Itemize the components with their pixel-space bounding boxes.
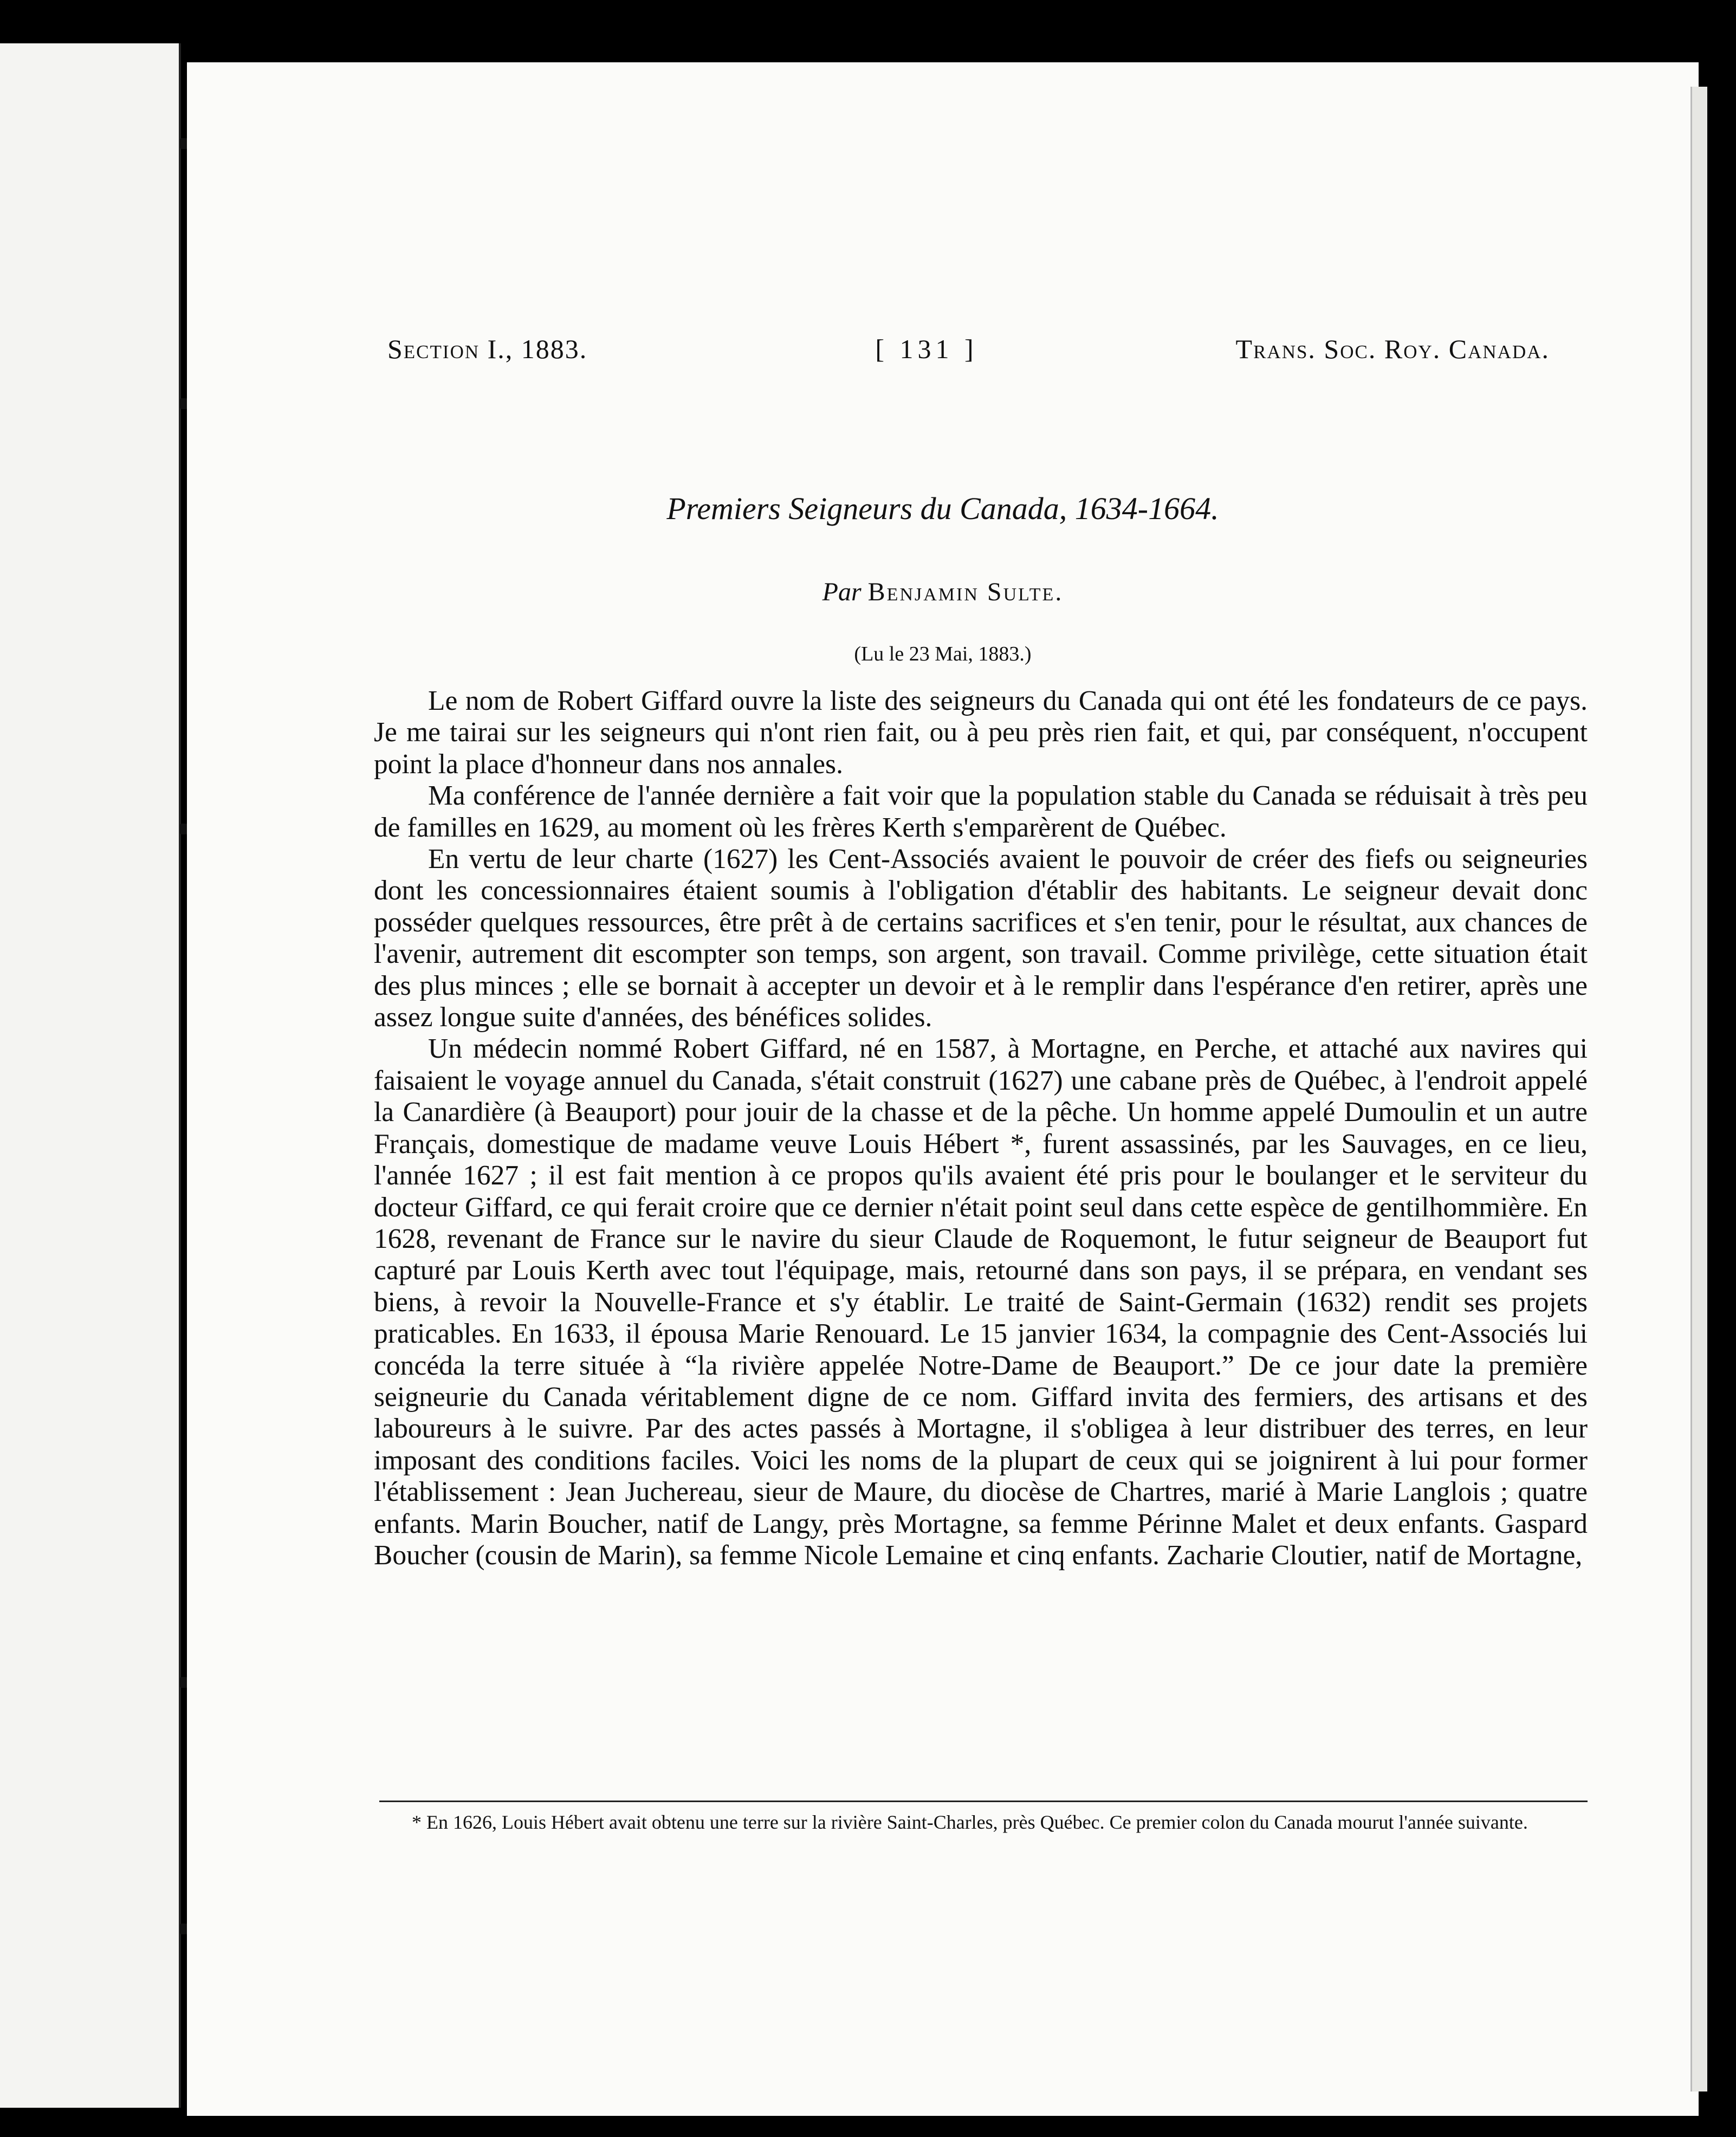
- body-paragraph: Un médecin nommé Robert Giffard, né en 1587, à Mortagne, en Perche, et attaché aux navires qui faisaient le voyage annuel du Canada, s'était construit (1627) une cabane près de Québec, à l'endroit appelé la Canardière (à Beauport) pour jouir de la chasse et de la pêche. Un homme appelé Dumoulin et un autre Français, domestique de madame veuve Louis Hébert *, furent assassinés, par les Sauvages, en ce lieu, l'année 1627 ; il est fait mention à ce propos qu'ils avaient été pris pour le boulanger et le serviteur du docteur Giffard, ce qui ferait croire que ce dernier n'était point seul dans cette espèce de gentilhommière. En 1628, revenant de France sur le navire du sieur Claude de Roquemont, le futur seigneur de Beauport fut capturé par Louis Kerth avec tout l'équipage, mais, retourné dans son pays, il se prépara, en vendant ses biens, à revoir la Nouvelle-France et s'y établir. Le traité de Saint-Germain (1632) rendit ses projets praticables. En 1633, il épousa Marie Renouard. Le 15 janvier 1634, la compagnie des Cent-Associés lui concéda la terre située à “la rivière appelée Notre-Dame de Beauport.” De ce jour date la première seigneurie du Canada véritablement digne de ce nom. Giffard invita des fermiers, des artisans et des laboureurs à le suivre. Par des actes passés à Mortagne, il s'obligea à leur distribuer des terres, en leur imposant des conditions faciles. Voici les noms de la plupart de ceux qui se joignirent à lui pour former l'établissement : Jean Juchereau, sieur de Maure, du diocèse de Chartres, marié à Marie Langlois ; quatre enfants. Marin Boucher, natif de Langy, près Mortagne, sa femme Périnne Malet et deux enfants. Gaspard Boucher (cousin de Marin), sa femme Nicole Lemaine et cinq enfants. Zacharie Cloutier, natif de Mortagne,: [374, 1033, 1588, 1571]
- running-head-section: Section I., 1883.: [387, 334, 588, 364]
- body-paragraph: En vertu de leur charte (1627) les Cent-Associés avaient le pouvoir de créer des fiefs ou seigneuries dont les concessionnaires étaient soumis à l'obligation d'établir des habitants. Le seigneur devait donc posséder quelques ressources, être prêt à de certains sacrifices et s'en tenir, pour le résultat, aux chances de l'avenir, autrement dit escompter son temps, son argent, son travail. Comme privilège, cette situation était des plus minces ; elle se bornait à accepter un devoir et à le remplir dans l'espérance d'en retirer, après une assez longue suite d'années, des bénéfices solides.: [374, 844, 1588, 1033]
- running-head-journal: Trans. Soc. Roy. Canada.: [1235, 334, 1550, 364]
- read-date: (Lu le 23 Mai, 1883.): [854, 643, 1032, 665]
- byline-prefix: Par: [822, 578, 861, 606]
- binding-mark: [180, 1924, 187, 1934]
- article-body: [374, 685, 1588, 1571]
- binding-mark: [180, 398, 187, 409]
- body-paragraph: Ma conférence de l'année dernière a fait voir que la population stable du Canada se réduisait à très peu de familles en 1629, au moment où les frères Kerth s'emparèrent de Québec.: [374, 780, 1588, 843]
- document-page: [187, 62, 1699, 2116]
- binding-mark: [180, 138, 187, 149]
- author-name: Benjamin Sulte.: [867, 578, 1064, 606]
- page-edge: [1690, 87, 1707, 2091]
- binding-mark: [180, 824, 187, 834]
- article-byline: [187, 577, 1699, 607]
- binding-mark: [180, 1677, 187, 1688]
- page-number: [ 131 ]: [875, 334, 978, 364]
- article-title: Premiers Seigneurs du Canada, 1634-1664.: [666, 491, 1219, 526]
- body-paragraph: Le nom de Robert Giffard ouvre la liste des seigneurs du Canada qui ont été les fondateurs de ce pays. Je me tairai sur les seigneurs qui n'ont rien fait, ou à peu près rien fait, et qui, par conséquent, n'occupent point la place d'honneur dans nos annales.: [374, 685, 1588, 780]
- running-head: [187, 333, 1699, 371]
- facing-page-edge: [0, 43, 181, 2108]
- footnote: * En 1626, Louis Hébert avait obtenu une terre sur la rivière Saint-Charles, près Québec. Ce premier colon du Canada mourut l'année suivante.: [412, 1811, 1528, 1833]
- footnote-divider: [379, 1801, 1588, 1802]
